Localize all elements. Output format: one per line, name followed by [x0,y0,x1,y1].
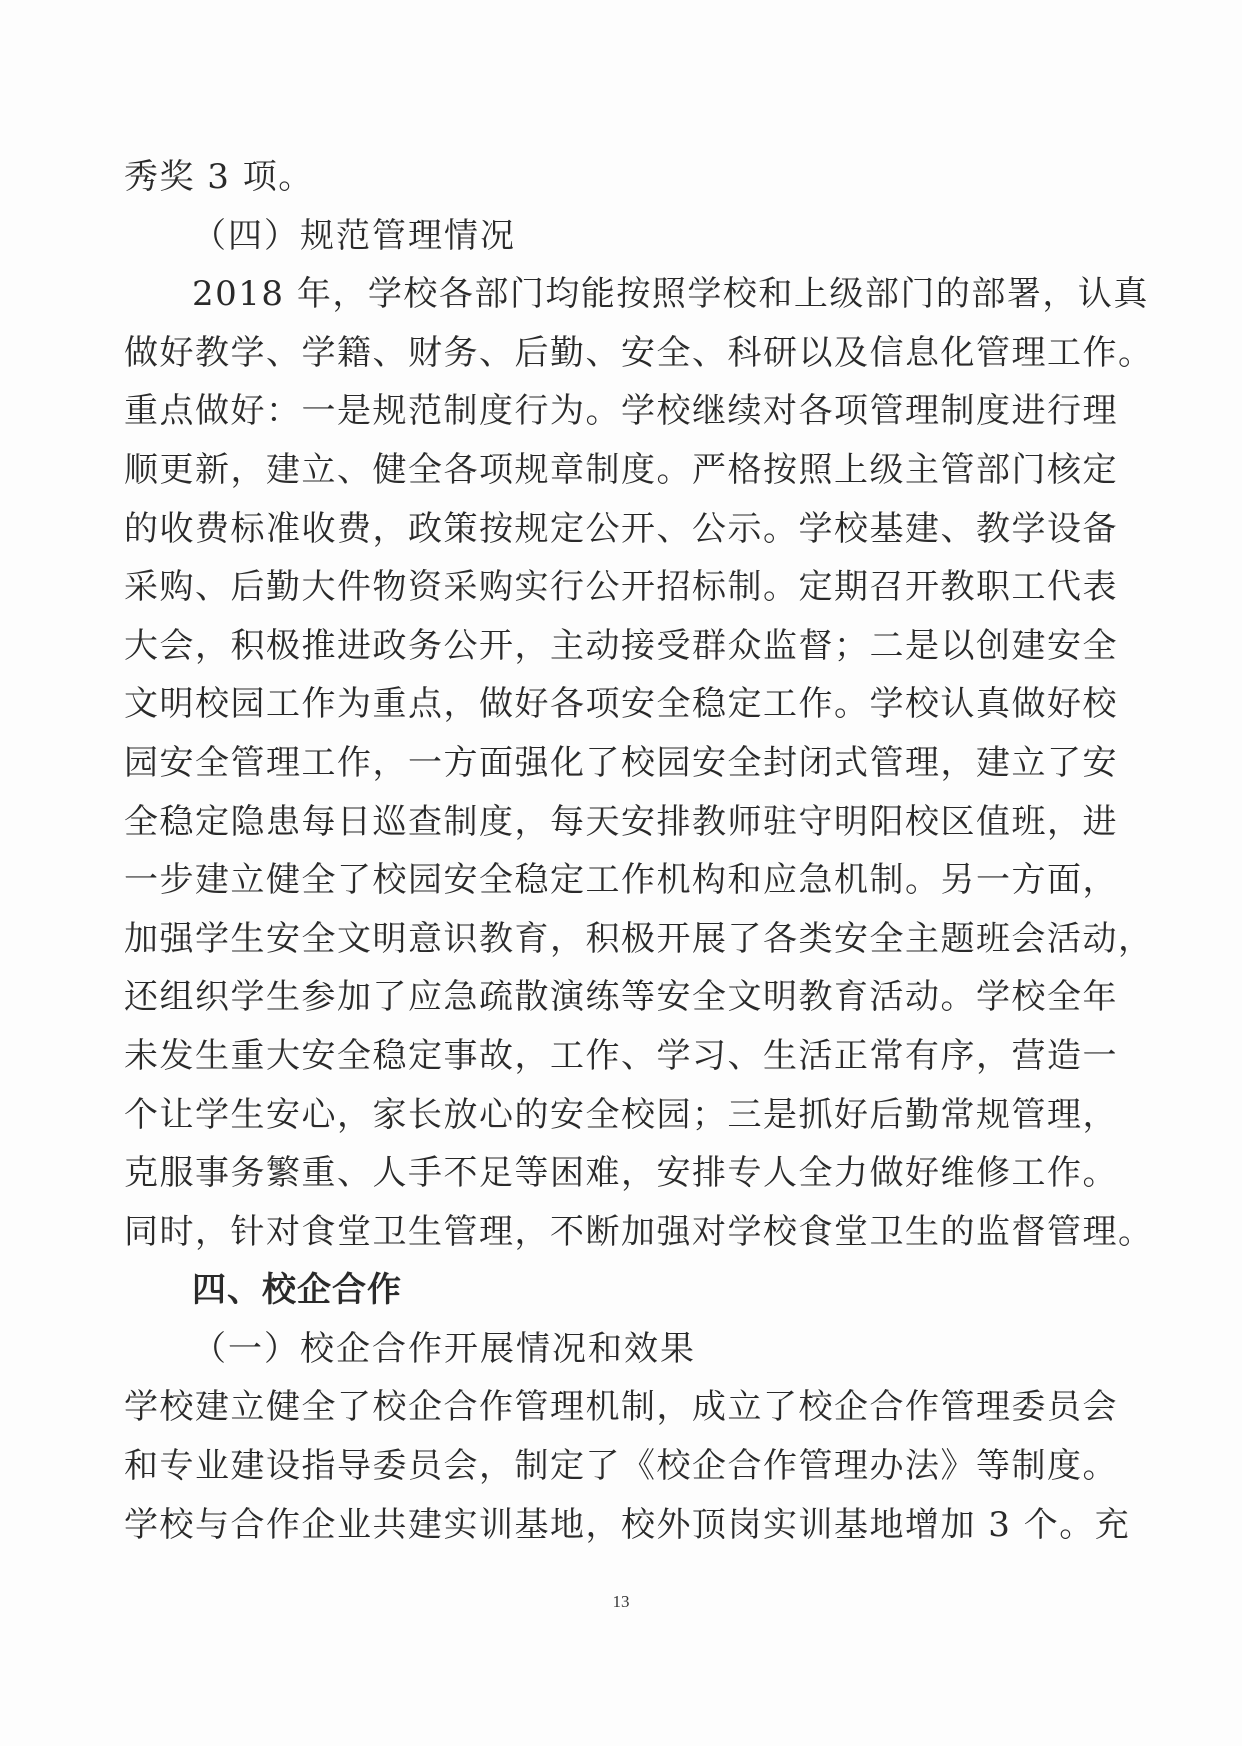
text-line: 学校建立健全了校企合作管理机制，成立了校企合作管理委员会 [124,1387,1118,1428]
text-line: 全稳定隐患每日巡查制度，每天安排教师驻守明阳校区值班，进 [124,801,1118,842]
text-line: 大会，积极推进政务公开，主动接受群众监督；二是以创建安全 [124,625,1118,666]
text-line: 个让学生安心，家长放心的安全校园；三是抓好后勤常规管理， [124,1094,1118,1135]
text-line: 秀奖 3 项。 [124,157,314,197]
text-line: 的收费标准收费，政策按规定公开、公示。学校基建、教学设备 [124,508,1118,549]
text-line: 未发生重大安全稳定事故，工作、学习、生活正常有序，营造一 [124,1035,1118,1076]
page-number: 13 [612,1592,630,1611]
text-line: 同时，针对食堂卫生管理，不断加强对学校食堂卫生的监督管理。 [124,1211,1154,1252]
section-subheading: （四）规范管理情况 [192,215,516,256]
body-text [124,148,1154,1554]
text-line: 和专业建设指导委员会，制定了《校企合作管理办法》等制度。 [124,1446,1118,1487]
text-line: 加强学生安全文明意识教育，积极开展了各类安全主题班会活动， [124,918,1154,959]
section-subheading: （一）校企合作开展情况和效果 [192,1328,696,1369]
text-line: 一步建立健全了校园安全稳定工作机构和应急机制。另一方面， [124,860,1118,901]
text-line: 顺更新，建立、健全各项规章制度。严格按照上级主管部门核定 [124,449,1118,490]
text-line: 园安全管理工作，一方面强化了校园安全封闭式管理，建立了安 [124,742,1118,783]
text-line: 文明校园工作为重点，做好各项安全稳定工作。学校认真做好校 [124,684,1118,725]
text-line: 还组织学生参加了应急疏散演练等安全文明教育活动。学校全年 [124,977,1118,1018]
text-line: 重点做好：一是规范制度行为。学校继续对各项管理制度进行理 [124,391,1118,432]
text-line: 做好教学、学籍、财务、后勤、安全、科研以及信息化管理工作。 [124,332,1154,373]
text-line: 采购、后勤大件物资采购实行公开招标制。定期召开教职工代表 [124,567,1118,608]
text-line: 2018 年，学校各部门均能按照学校和上级部门的部署，认真 [192,274,1149,315]
section-heading: 四、校企合作 [192,1270,402,1311]
text-line: 学校与合作企业共建实训基地，校外顶岗实训基地增加 3 个。充 [124,1504,1131,1545]
text-line: 克服事务繁重、人手不足等困难，安排专人全力做好维修工作。 [124,1153,1118,1194]
